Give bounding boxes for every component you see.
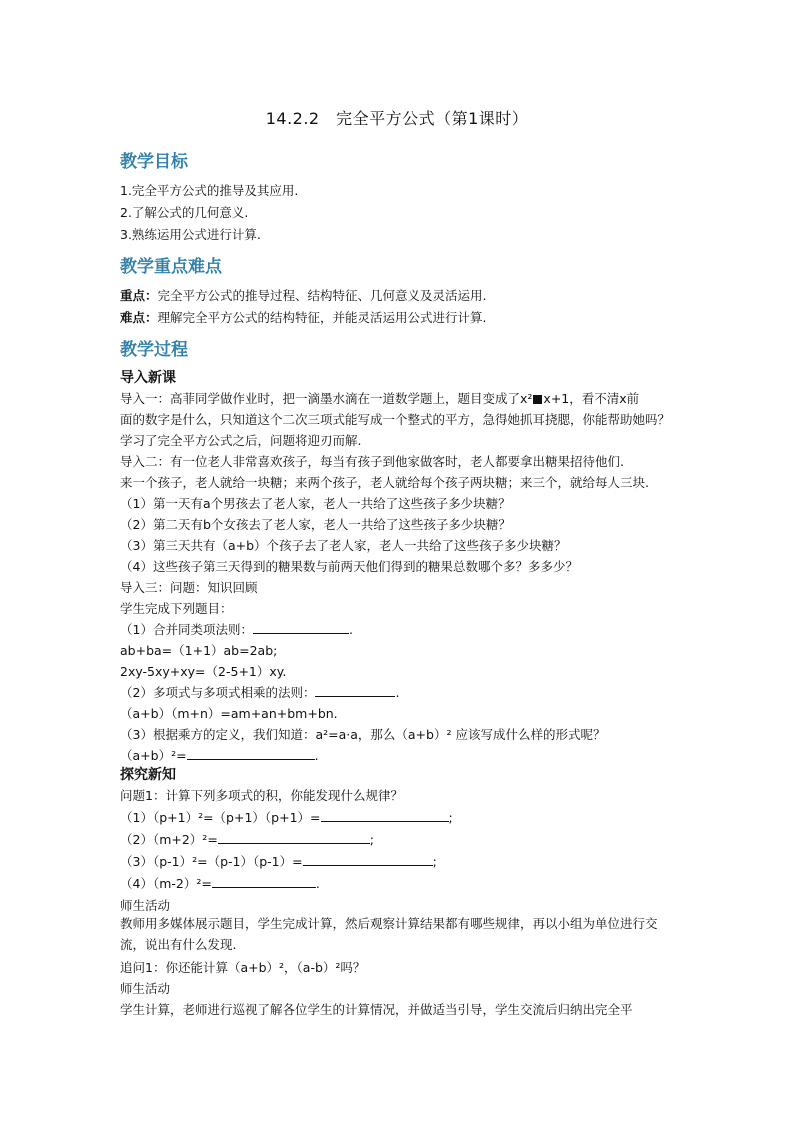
answer-blank[interactable]: [321, 808, 449, 822]
question-4: （4）这些孩子第三天得到的糖果数与前两天他们得到的糖果总数哪个多？多多少？: [120, 559, 578, 574]
punct: .: [314, 748, 319, 763]
goal-item: 3.熟练运用公式进行计算.: [120, 227, 261, 242]
intro2-line-2: 来一个孩子，老人就给一块糖；来两个孩子，老人就给每个孩子两块糖；来三个，就给每人三块.: [120, 475, 649, 490]
activity-heading: 师生活动: [120, 981, 171, 996]
heading-teaching-goals: 教学目标: [120, 152, 188, 172]
answer-blank[interactable]: [187, 746, 315, 760]
difficult-label: 难点：: [120, 310, 158, 325]
item-text: （1）（p+1）²=（p+1）（p+1）=: [120, 810, 321, 825]
problem-1-item-2: [120, 830, 680, 848]
key-label: 重点：: [120, 288, 158, 303]
review-1: [120, 620, 680, 638]
goal-item: 1.完全平方公式的推导及其应用.: [120, 183, 299, 198]
answer-blank[interactable]: [315, 683, 395, 697]
intro3-line: 导入三：问题：知识回顾: [120, 580, 258, 595]
punct: .: [348, 622, 353, 637]
review-2-example: （a+b）（m+n）=am+an+bm+bn.: [120, 706, 338, 721]
subheading-explore: 探究新知: [120, 767, 176, 783]
punct: .: [395, 685, 400, 700]
task-line: 学生完成下列题目：: [120, 601, 233, 616]
review-1-example-2: 2xy-5xy+xy=（2-5+1）xy.: [120, 664, 287, 679]
answer-blank[interactable]: [303, 852, 433, 866]
punct: ;: [448, 810, 453, 825]
problem-1: 问题1：计算下列多项式的积，你能发现什么规律？: [120, 788, 403, 803]
answer-blank[interactable]: [212, 874, 316, 888]
review-2: [120, 683, 680, 701]
difficult-text: 理解完全平方公式的结构特征，并能灵活运用公式进行计算.: [157, 310, 487, 325]
review-2-text: （2）多项式与多项式相乘的法则：: [120, 685, 316, 700]
punct: .: [315, 876, 320, 891]
ink-blot-icon: [533, 395, 542, 404]
subheading-intro: 导入新课: [120, 370, 176, 386]
follow-up-question: 追问1：你还能计算（a+b）²，（a-b）²吗？: [120, 960, 366, 975]
review-3: （3）根据乘方的定义，我们知道：a²=a·a，那么（a+b）² 应该写成什么样的形式呢？: [120, 727, 606, 742]
item-text: （3）（p-1）²=（p-1）（p-1）=: [120, 854, 303, 869]
review-1-example-1: ab+ba=（1+1）ab=2ab;: [120, 643, 278, 658]
question-1: （1）第一天有a个男孩去了老人家，老人一共给了这些孩子多少块糖？: [120, 496, 511, 511]
review-3-example: [120, 746, 680, 764]
review-3-text: （a+b）²=: [120, 748, 187, 763]
review-1-text: （1）合并同类项法则：: [120, 622, 253, 637]
intro1-line-3: 学习了完全平方公式之后，问题将迎刃而解.: [120, 433, 362, 448]
problem-1-item-1: [120, 808, 680, 826]
intro1-line-2: 面的数字是什么，只知道这个二次三项式能写成一个整式的平方，急得她抓耳挠腮，你能帮助她吗？: [120, 412, 671, 427]
goal-item: 2.了解公式的几何意义.: [120, 205, 249, 220]
item-text: （4）（m-2）²=: [120, 876, 212, 891]
problem-1-item-3: [120, 852, 680, 870]
key-text: 完全平方公式的推导过程、结构特征、几何意义及灵活运用.: [157, 288, 487, 303]
question-3: （3）第三天共有（a+b）个孩子去了老人家，老人一共给了这些孩子多少块糖？: [120, 538, 567, 553]
difficult-point: [120, 308, 680, 326]
answer-blank[interactable]: [218, 830, 370, 844]
heading-key-difficult-points: 教学重点难点: [120, 257, 222, 277]
intro1-line: [120, 389, 680, 407]
punct: ;: [369, 832, 375, 847]
punct: ;: [432, 854, 437, 869]
question-2: （2）第二天有b个女孩去了老人家，老人一共给了这些孩子多少块糖？: [120, 517, 511, 532]
answer-blank[interactable]: [253, 620, 349, 634]
activity-text: 教师用多媒体展示题目，学生完成计算，然后观察计算结果都有哪些规律，再以小组为单位进行交流，说出有什么发现.: [120, 916, 658, 952]
item-text: （2）（m+2）²=: [120, 832, 218, 847]
key-point: [120, 286, 680, 304]
intro1-text-b: x+1，看不清x前: [543, 391, 640, 406]
activity-text: 学生计算，老师进行巡视了解各位学生的计算情况，并做适当引导，学生交流后归纳出完全平: [120, 1002, 633, 1017]
page-title: 14.2.2 完全平方公式（第1课时）: [265, 109, 529, 128]
activity-heading: 师生活动: [120, 898, 171, 913]
intro1-text-a: 导入一：高菲同学做作业时，把一滴墨水滴在一道数学题上，题目变成了x²: [120, 391, 533, 406]
problem-1-item-4: [120, 874, 680, 892]
intro2-line: 导入二：有一位老人非常喜欢孩子，每当有孩子到他家做客时，老人都要拿出糖果招待他们.: [120, 454, 624, 469]
heading-teaching-process: 教学过程: [120, 340, 188, 360]
